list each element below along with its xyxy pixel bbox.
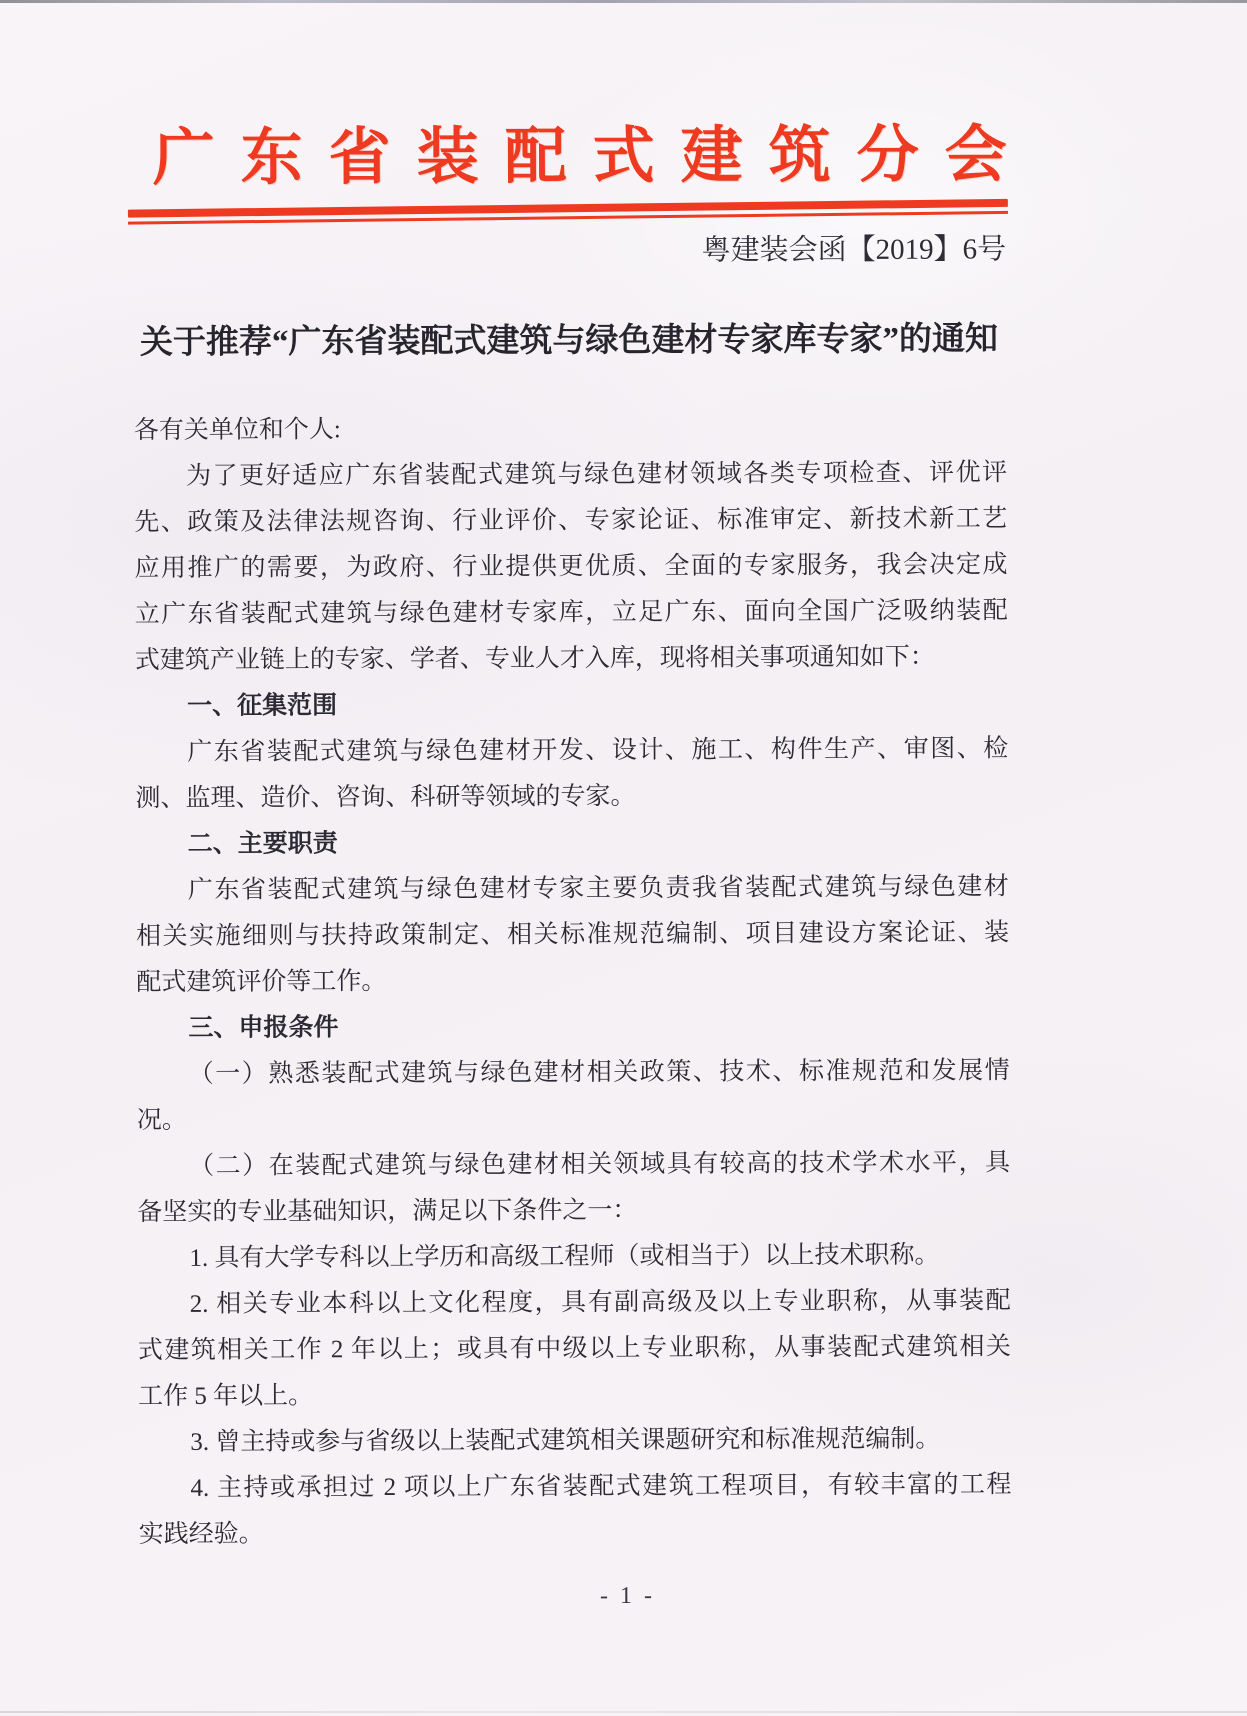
document-line: 配式建筑评价等工作。 <box>136 968 387 997</box>
association-letterhead-title: 广东省装配式建筑分会 <box>152 121 1033 194</box>
document-line: 三、申报条件 <box>188 1014 339 1042</box>
document-line: 相关实施细则与扶持政策制定、相关标准规范编制、项目建设方案论证、装 <box>136 919 1010 951</box>
document-line: 立广东省装配式建筑与绿色建材专家库，立足广东、面向全国广泛吸纳装配 <box>134 597 1008 629</box>
document-line: 为了更好适应广东省装配式建筑与绿色建材领域各类专项检查、评优评 <box>186 459 1008 490</box>
document-line: 广东省装配式建筑与绿色建材专家主要负责我省装配式建筑与绿色建材 <box>187 873 1009 904</box>
document-line: 况。 <box>136 1106 187 1135</box>
document-line: 一、征集范围 <box>187 692 338 720</box>
document-line: 应用推广的需要，为政府、行业提供更优质、全面的专家服务，我会决定成 <box>134 551 1008 583</box>
letterhead-rule <box>128 199 1008 225</box>
document-line: 2. 相关专业本科以上文化程度，具有副高级及以上专业职称，从事装配 <box>189 1287 1011 1318</box>
notice-title: 关于推荐“广东省装配式建筑与绿色建材专家库专家”的通知 <box>139 321 999 362</box>
document-line: 式建筑相关工作 2 年以上；或具有中级以上专业职称，从事装配式建筑相关 <box>137 1333 1011 1365</box>
page-number: - 1 - <box>599 1582 656 1610</box>
document-line: 3. 曾主持或参与省级以上装配式建筑相关课题研究和标准规范编制。 <box>190 1425 941 1456</box>
document-line: 测、监理、造价、咨询、科研等领域的专家。 <box>135 782 636 813</box>
document-line: 先、政策及法律法规咨询、行业评价、专家论证、标准审定、新技术新工艺 <box>134 505 1008 537</box>
document-body <box>134 404 1012 1558</box>
document-line: 1. 具有大学专科以上学历和高级工程师（或相当于）以上技术职称。 <box>189 1241 940 1272</box>
document-reference-number: 粤建装会函【2019】6号 <box>701 233 1007 267</box>
document-line: 各有关单位和个人: <box>133 416 341 445</box>
document-line: 式建筑产业链上的专家、学者、专业人才入库，现将相关事项通知如下： <box>134 643 935 675</box>
document-line: 4. 主持或承担过 2 项以上广东省装配式建筑工程项目，有较丰富的工程 <box>190 1471 1012 1502</box>
document-line: 二、主要职责 <box>187 830 338 858</box>
document-line: （一）熟悉装配式建筑与绿色建材相关政策、技术、标准规范和发展情 <box>188 1057 1010 1088</box>
document-line: 备坚实的专业基础知识，满足以下条件之一： <box>137 1196 638 1227</box>
document-line: （二）在装配式建筑与绿色建材相关领域具有较高的技术学术水平，具 <box>189 1149 1011 1180</box>
document-line: 工作 5 年以上。 <box>138 1382 314 1411</box>
document-line: 广东省装配式建筑与绿色建材开发、设计、施工、构件生产、审图、检 <box>187 735 1009 766</box>
document-line: 实践经验。 <box>138 1520 264 1549</box>
